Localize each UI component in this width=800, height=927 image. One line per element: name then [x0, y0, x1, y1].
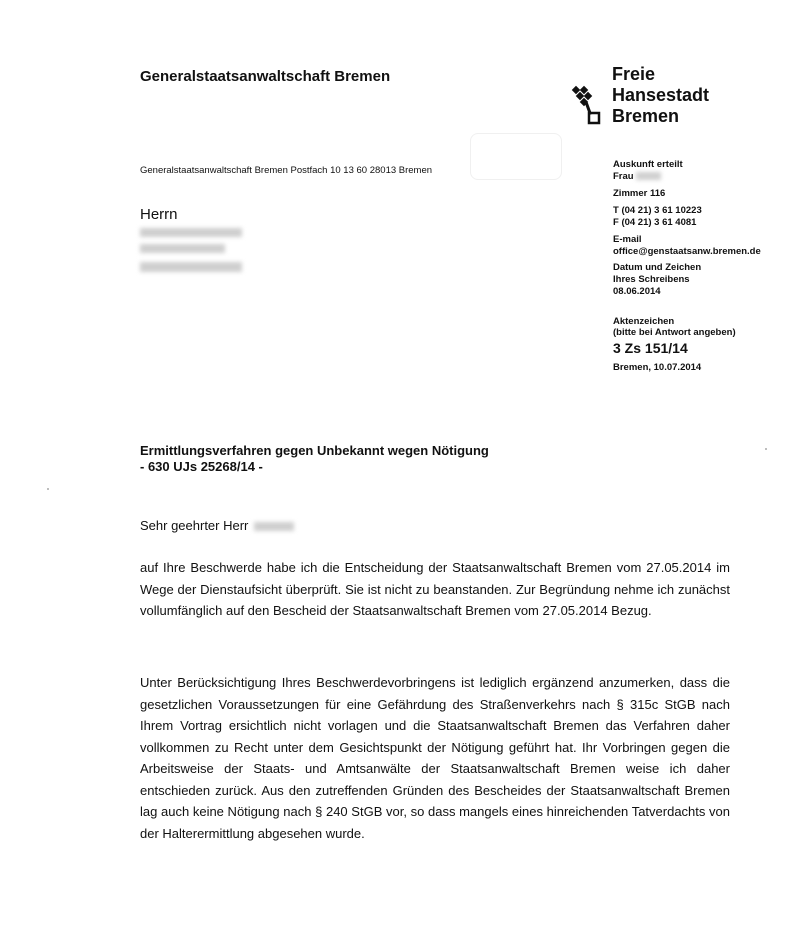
email-address: office@genstaatsanw.bremen.de — [613, 246, 761, 257]
logo-line: Bremen — [612, 106, 680, 126]
redacted-salutation-name — [254, 522, 294, 531]
contact-phone: T (04 21) 3 61 10223 — [613, 205, 702, 216]
return-address: Generalstaatsanwaltschaft Bremen Postfach 10 13 60 28013 Bremen — [140, 165, 433, 176]
logo-wordmark — [612, 64, 709, 127]
redacted-recipient-city — [140, 262, 242, 272]
recipient-salutation-line: Herrn — [140, 206, 178, 223]
redacted-contact-name — [636, 172, 661, 180]
case-number: - 630 UJs 25268/14 - — [140, 459, 263, 474]
salutation-text: Sehr geehrter Herr — [140, 518, 249, 533]
scan-speck — [765, 448, 767, 450]
body-paragraph-2: Unter Berücksichtigung Ihres Beschwerdevorbringens ist lediglich ergänzend anzumerken, dass die gesetzlichen Voraussetzungen für eine Gefährdung des Straßenverkehrs nach § 315c StGB nach Ihrem Vortrag ersichtlich nicht vorlagen und die Staatsanwaltschaft Bremen das Verfahren daher vollkommen zu Recht unter dem Gesichtspunkt der Nötigung geführt hat. Ihr Vorbringen gegen die Arbeitsweise der Staats- und Amtsanwälte der Staatsanwaltschaft Bremen weise ich daher entschieden zurück. Aus den zutreffenden Gründen des Bescheides der Staatsanwaltschaft Bremen lag auch keine Nötigung nach § 240 StGB vor, so dass mangels eines hinreichenden Tatverdachts von der Halterermittlung abgesehen wurde. — [140, 675, 730, 841]
logo-line: Freie — [612, 64, 656, 84]
contact-person — [613, 171, 661, 183]
file-number-label: Aktenzeichen — [613, 316, 675, 327]
scan-speck — [47, 488, 49, 490]
salutation — [140, 518, 294, 533]
redacted-recipient-street — [140, 244, 225, 253]
subject-block — [140, 443, 489, 475]
subject-line: Ermittlungsverfahren gegen Unbekannt wegen Nötigung — [140, 443, 489, 458]
reference-date: 08.06.2014 — [613, 286, 661, 297]
contact-room: Zimmer 116 — [613, 188, 666, 199]
faint-watermark — [470, 133, 562, 180]
office-name: Generalstaatsanwaltschaft Bremen — [140, 68, 391, 85]
file-number-hint: (bitte bei Antwort angeben) — [613, 327, 736, 338]
contact-frau: Frau — [613, 171, 634, 182]
reference-date-label-2: Ihres Schreibens — [613, 274, 690, 285]
auskunft-label: Auskunft erteilt — [613, 159, 683, 170]
body-paragraph-1: auf Ihre Beschwerde habe ich die Entscheidung der Staatsanwaltschaft Bremen vom 27.05.2014 im Wege der Dienstaufsicht überprüft. Sie ist nicht zu beanstanden. Zur Begründung nehme ich zunächst vollumfänglich auf den Bescheid der Staatsanwaltschaft Bremen vom 27.05.2014 Bezug. — [140, 560, 730, 618]
bremen-key-icon — [571, 83, 601, 125]
email-label: E-mail — [613, 234, 642, 245]
reference-date-label: Datum und Zeichen — [613, 262, 702, 273]
file-number: 3 Zs 151/14 — [613, 340, 688, 356]
place-date: Bremen, 10.07.2014 — [613, 362, 702, 373]
redacted-recipient-name — [140, 228, 242, 237]
logo-line: Hansestadt — [612, 85, 710, 105]
contact-fax: F (04 21) 3 61 4081 — [613, 217, 697, 228]
